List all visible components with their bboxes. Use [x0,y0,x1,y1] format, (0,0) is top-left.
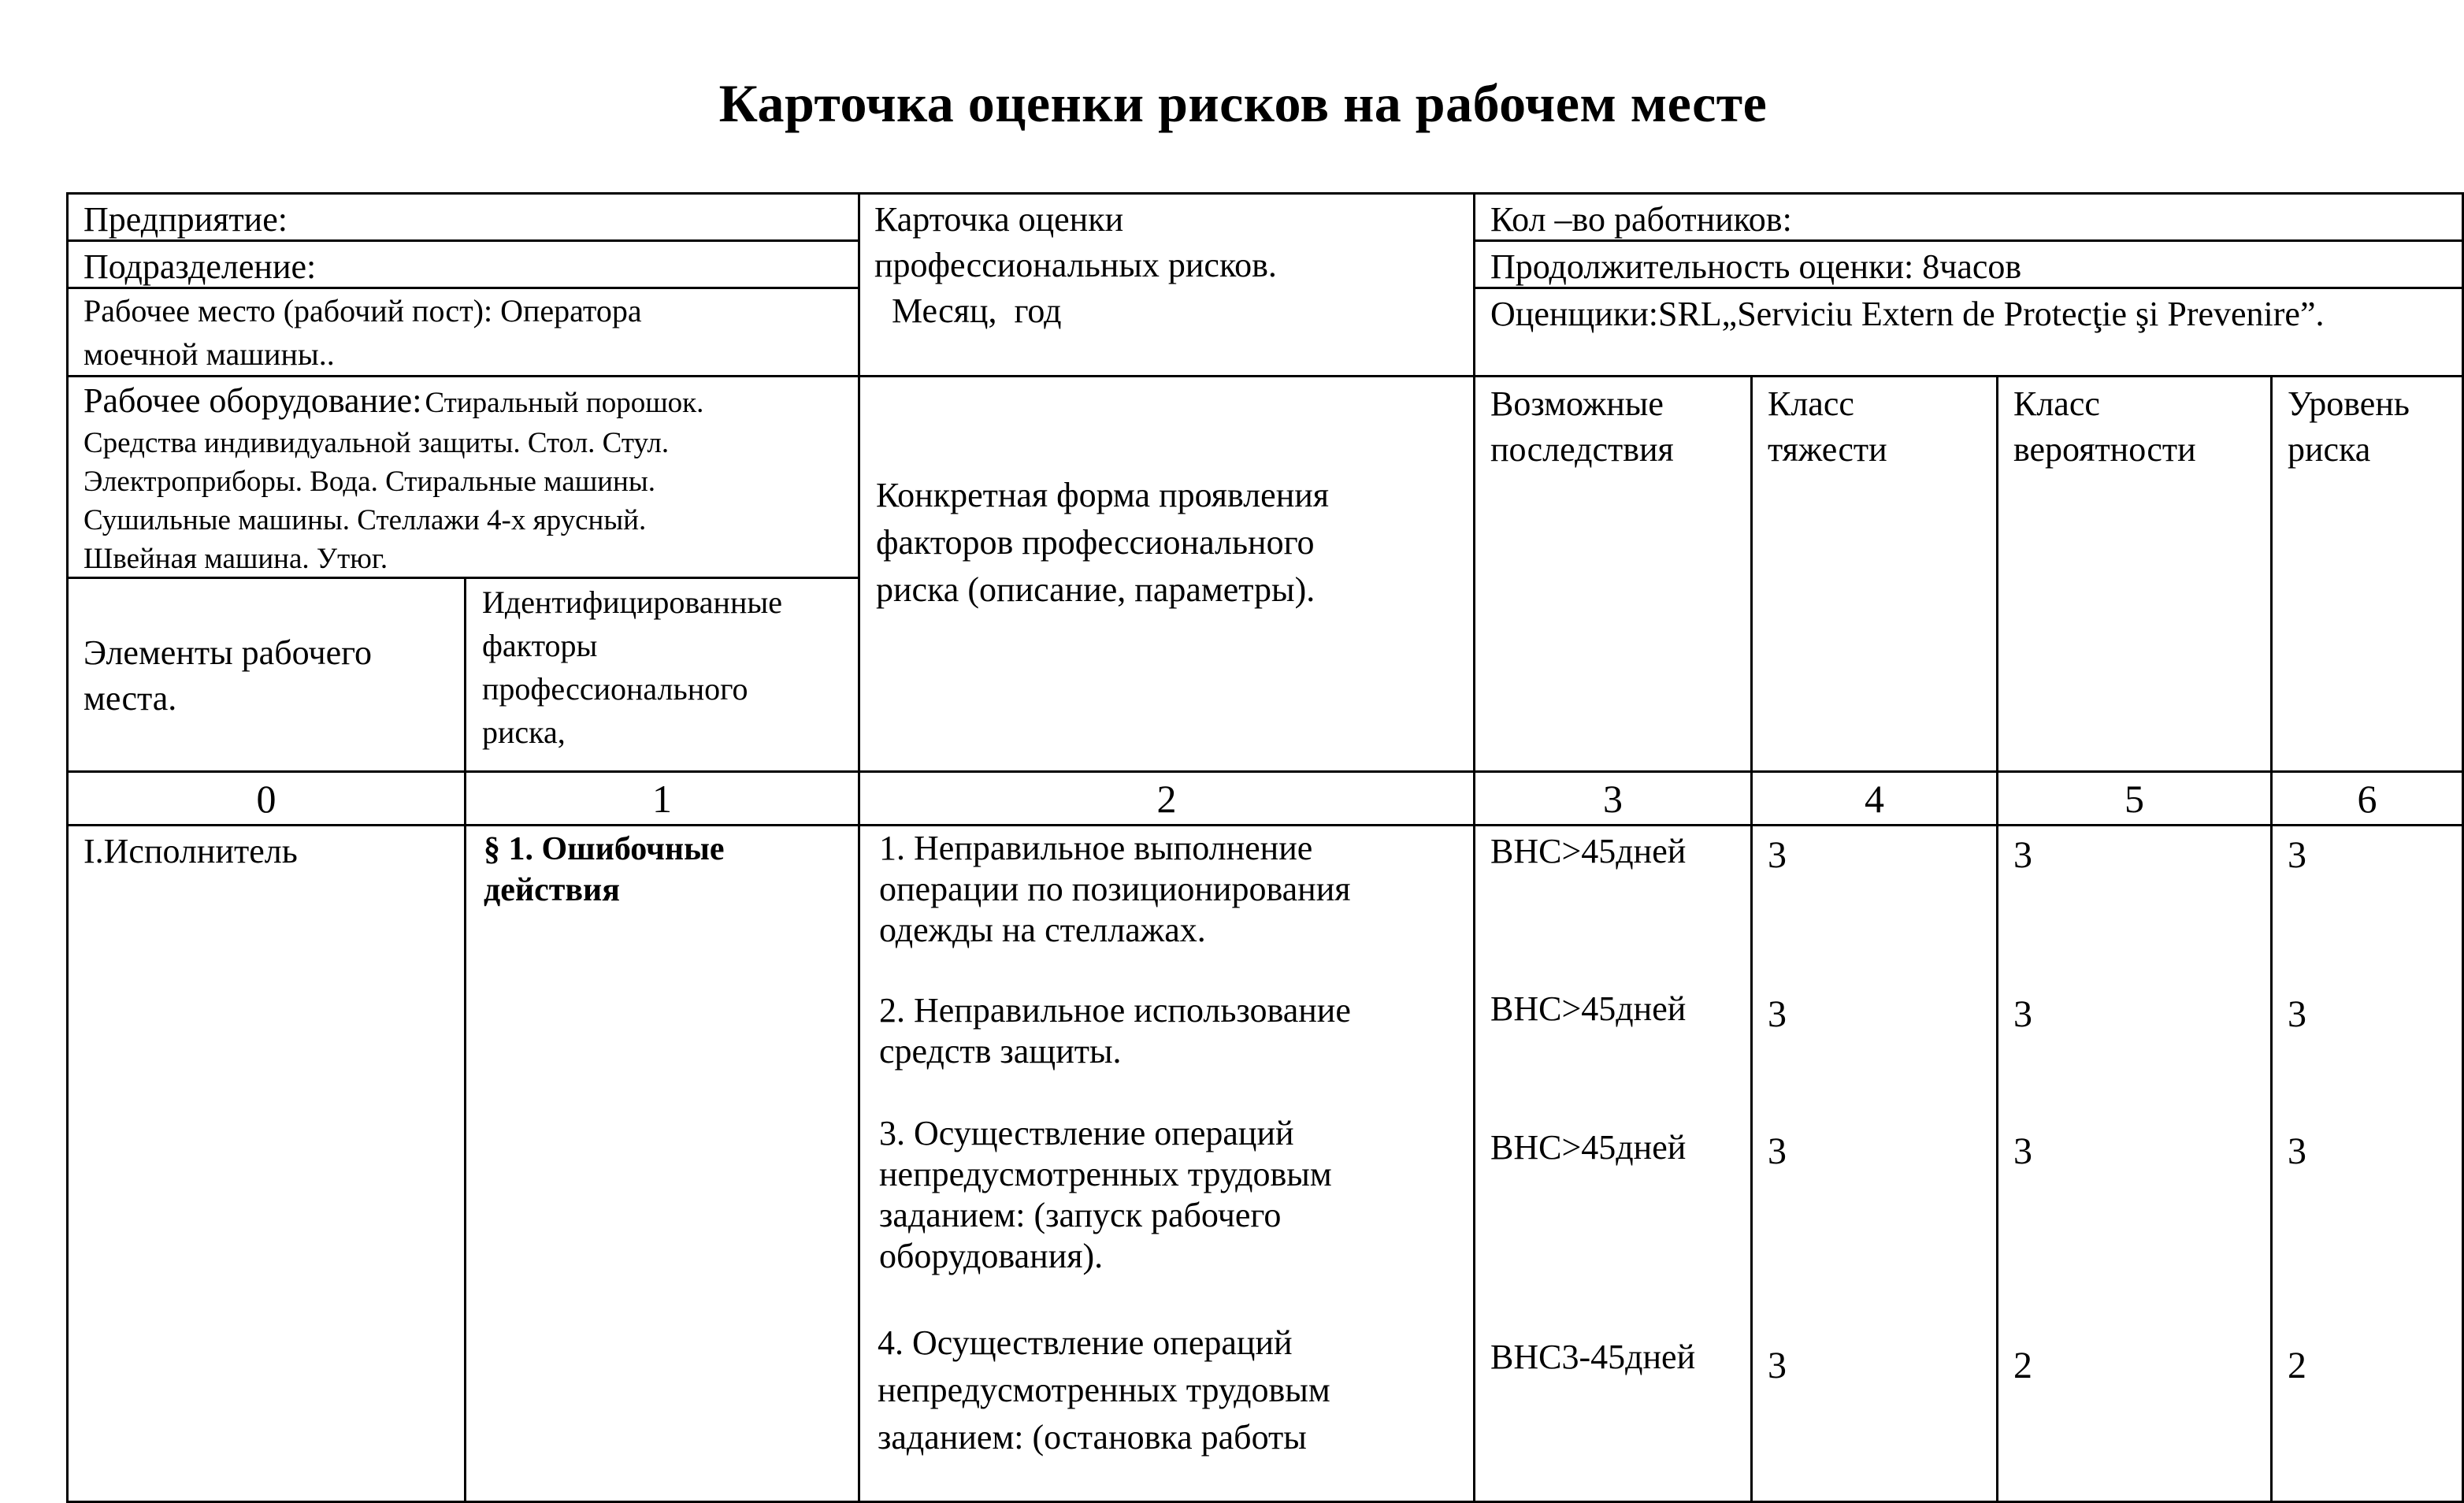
severity-class: 3 [1768,1345,1787,1386]
col-form-line1: Конкретная форма проявления [876,476,1330,514]
section-title-line2: действия [484,872,620,908]
risk-level: 3 [2288,993,2306,1035]
col-number: 0 [256,777,276,821]
risk-description: одежды на стеллажах. [879,911,1206,949]
equipment-item: Сушильные машины. Стеллажи 4-х ярусный. [83,504,647,536]
equipment-label: Рабочее оборудование: [83,381,422,420]
probability-class: 3 [2013,1130,2032,1172]
consequence: ВНС>45дней [1490,989,1687,1028]
col-consequences-line2: последствия [1490,430,1674,469]
risk-description: 3. Осуществление операций [879,1114,1294,1152]
col-number: 2 [1156,777,1177,821]
severity-class: 3 [1768,993,1787,1035]
equipment-item: Швейная машина. Утюг. [83,543,388,575]
col-severity-line2: тяжести [1768,430,1887,469]
col-factors-line4: риска, [482,714,566,750]
col-elements-line1: Элементы рабочего [83,633,373,672]
risk-description: непредусмотренных трудовым [878,1371,1330,1409]
workplace-label-line1: Рабочее место (рабочий пост): Оператора [83,293,642,328]
workers-count-label: Кол –во работников: [1490,200,1792,239]
equipment-item: Стиральный порошок. [425,387,704,419]
col-number: 3 [1603,777,1623,821]
card-month-year: Месяц, год [874,291,1062,330]
element-executor: I.Исполнитель [83,832,298,870]
consequence: ВНС3-45дней [1490,1338,1696,1376]
consequence: ВНС>45дней [1490,1128,1687,1167]
probability-class: 3 [2013,834,2032,876]
card-title-line1: Карточка оценки [874,200,1124,239]
risk-description: 2. Неправильное использование [879,991,1351,1030]
card-title-line2: профессиональных рисков. [874,246,1277,284]
col-severity-line1: Класс [1768,384,1854,423]
col-consequences-line1: Возможные [1490,384,1664,423]
risk-description: непредусмотренных трудовым [879,1155,1332,1193]
col-number: 6 [2357,777,2377,821]
col-factors-line2: факторы [482,628,598,663]
risk-description: 1. Неправильное выполнение [879,829,1313,867]
col-form-line2: факторов профессионального [876,523,1315,562]
risk-description: средств защиты. [879,1032,1122,1071]
risk-description: заданием: (запуск рабочего [879,1196,1282,1234]
probability-class: 2 [2013,1345,2032,1386]
col-probability-line1: Класс [2013,384,2100,423]
assessors: Оценщики:SRL„Serviciu Extern de Protecţie şi Prevenire”. [1490,295,2325,333]
risk-level: 2 [2288,1345,2306,1386]
col-number: 5 [2124,777,2144,821]
col-number: 4 [1865,777,1884,821]
severity-class: 3 [1768,834,1787,876]
risk-description: заданием: (остановка работы [878,1418,1307,1457]
risk-description: операции по позиционирования [879,870,1351,908]
col-factors-line1: Идентифицированные [482,584,782,620]
consequence: ВНС>45дней [1490,832,1687,870]
col-elements-line2: места. [83,679,177,718]
col-risk-line2: риска [2288,430,2371,469]
col-factors-line3: профессионального [482,671,748,707]
severity-class: 3 [1768,1130,1787,1172]
risk-level: 3 [2288,1130,2306,1172]
equipment-line1 [83,378,703,424]
risk-description: 4. Осуществление операций [878,1323,1293,1362]
equipment-item: Средства индивидуальной защиты. Стол. Стул. [83,427,670,459]
workplace-label-line2: моечной машины.. [83,336,335,372]
page-title: Карточка оценки рисков на рабочем месте [718,73,1768,133]
probability-class: 3 [2013,993,2032,1035]
department-label: Подразделение: [83,247,317,286]
risk-description: оборудования). [879,1237,1104,1275]
col-risk-line1: Уровень [2288,384,2410,423]
col-probability-line2: вероятности [2013,430,2196,469]
risk-level: 3 [2288,834,2306,876]
enterprise-label: Предприятие: [83,200,288,239]
equipment-item: Электроприборы. Вода. Стиральные машины. [83,466,655,498]
assessment-duration: Продолжительность оценки: 8часов [1490,247,2022,286]
col-form-line3: риска (описание, параметры). [876,570,1315,609]
col-number: 1 [652,777,672,821]
section-title-line1: § 1. Ошибочные [484,831,725,867]
